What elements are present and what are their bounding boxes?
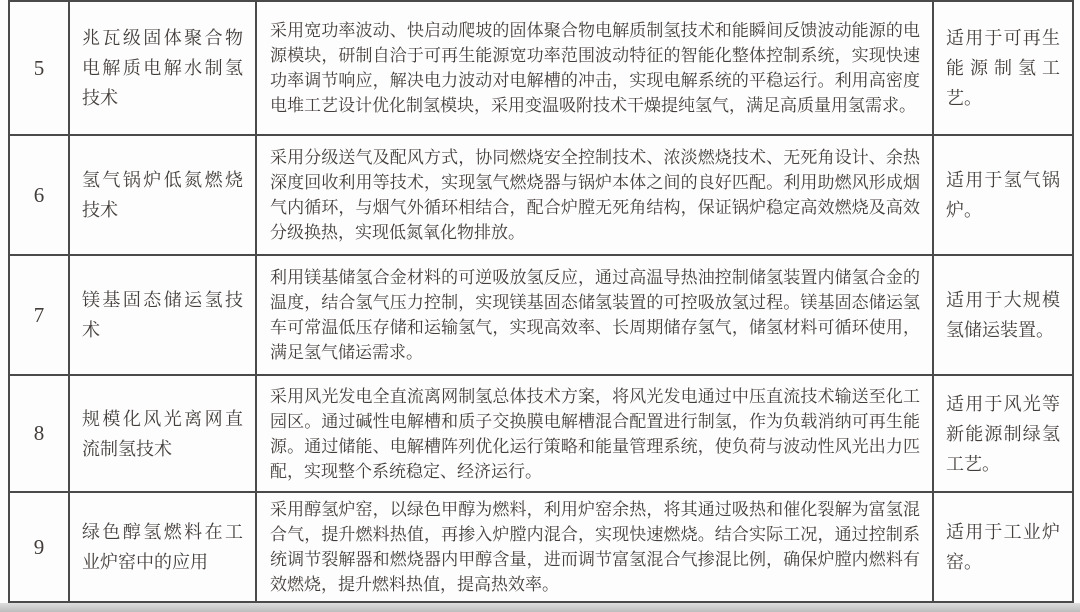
tech-scope: 适用于风光等新能源制绿氢工艺。 <box>933 375 1073 492</box>
tech-description: 采用分级送气及配风方式，协同燃烧安全控制技术、浓淡燃烧技术、无死角设计、余热深度回收利用等技术，实现氢气燃烧器与锅炉本体之间的良好匹配。利用助燃风形成烟气内循环，与烟气外循环相结合，配合炉膛无死角结构，保证锅炉稳定高效燃烧及高效分级换热，实现低氮氧化物排放。 <box>256 135 933 255</box>
tech-description: 采用风光发电全直流离网制氢总体技术方案，将风光发电通过中压直流技术输送至化工园区。通过碱性电解槽和质子交换膜电解槽混合配置进行制氢，作为负载消纳可再生能源。通过储能、电解槽阵列优化运行策略和能量管理系统，使负荷与波动性风光出力匹配，实现整个系统稳定、经济运行。 <box>256 375 933 492</box>
tech-scope: 适用于氢气锅炉。 <box>933 135 1073 255</box>
tech-description: 采用醇氢炉窑，以绿色甲醇为燃料，利用炉窑余热，将其通过吸热和催化裂解为富氢混合气，提升燃料热值，再掺入炉膛内混合，实现快速燃烧。结合实际工况，通过控制系统调节裂解器和燃烧器内甲醇含量，进而调节富氢混合气掺混比例，确保炉膛内燃料有效燃烧，提升燃料热值，提高热效率。 <box>256 492 933 602</box>
tech-name: 兆瓦级固体聚合物电解质电解水制氢技术 <box>69 1 256 135</box>
tech-description: 采用宽功率波动、快启动爬坡的固体聚合物电解质制氢技术和能瞬间反馈波动能源的电源模块，研制自洽于可再生能源宽功率范围波动特征的智能化整体控制系统，实现快速功率调节响应，解决电力波动对电解槽的冲击，实现电解系统的平稳运行。利用高密度电堆工艺设计优化制氢模块，采用变温吸附技术干燥提纯氢气，满足高质量用氢需求。 <box>256 1 933 135</box>
tech-scope: 适用于工业炉窑。 <box>933 492 1073 602</box>
row-number: 9 <box>9 492 69 602</box>
tech-name: 镁基固态储运氢技术 <box>69 255 256 375</box>
tech-name: 规模化风光离网直流制氢技术 <box>69 375 256 492</box>
row-number: 7 <box>9 255 69 375</box>
table-row <box>9 255 1073 375</box>
table-row <box>9 492 1073 602</box>
tech-name: 氢气锅炉低氮燃烧技术 <box>69 135 256 255</box>
table-row <box>9 1 1073 135</box>
row-number: 8 <box>9 375 69 492</box>
page-edge-shadow <box>0 603 1080 612</box>
tech-name: 绿色醇氢燃料在工业炉窑中的应用 <box>69 492 256 602</box>
hydrogen-technology-table <box>8 0 1074 603</box>
tech-scope: 适用于可再生能源制氢工艺。 <box>933 1 1073 135</box>
tech-description: 利用镁基储氢合金材料的可逆吸放氢反应，通过高温导热油控制储氢装置内储氢合金的温度，结合氢气压力控制，实现镁基固态储氢装置的可控吸放氢过程。镁基固态储运氢车可常温低压存储和运输氢气，实现高效率、长周期储存氢气，储氢材料可循环使用，满足氢气储运需求。 <box>256 255 933 375</box>
table-row <box>9 375 1073 492</box>
tech-scope: 适用于大规模氢储运装置。 <box>933 255 1073 375</box>
row-number: 5 <box>9 1 69 135</box>
table-row <box>9 135 1073 255</box>
row-number: 6 <box>9 135 69 255</box>
